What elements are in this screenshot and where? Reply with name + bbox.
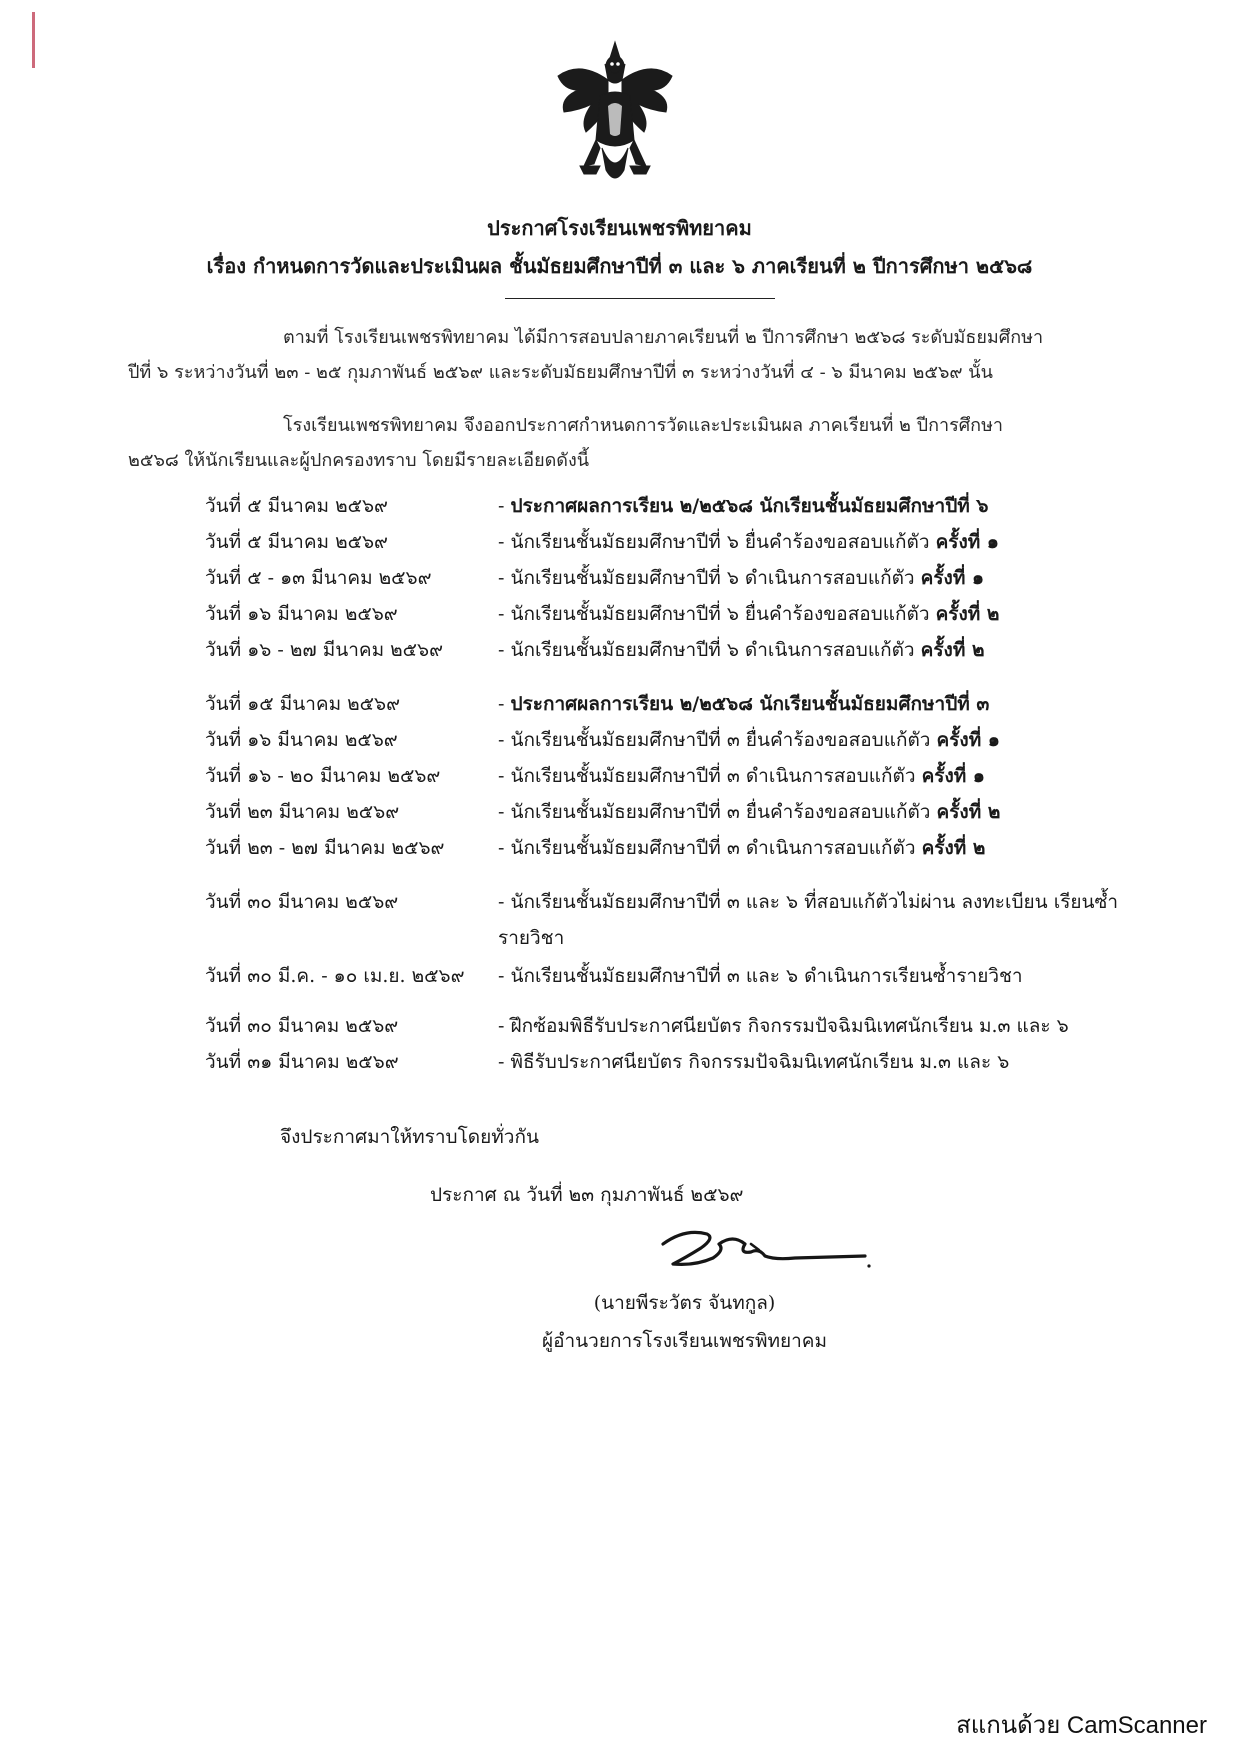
intro-paragraph-1-line: ตามที่ โรงเรียนเพชรพิทยาคม ได้มีการสอบปลายภาคเรียนที่ ๒ ปีการศึกษา ๒๕๖๘ ระดับมัธยมศึกษา — [283, 327, 1044, 348]
schedule-description: - พิธีรับประกาศนียบัตร กิจกรรมปัจฉิมนิเทศนักเรียน ม.๓ และ ๖ — [498, 1051, 1010, 1073]
schedule-date: วันที่ ๓๐ มีนาคม ๒๕๖๙ — [205, 1015, 399, 1037]
schedule-description: - ประกาศผลการเรียน ๒/๒๕๖๘ นักเรียนชั้นมัธยมศึกษาปีที่ ๖ — [498, 495, 989, 517]
schedule-emphasis: ครั้งที่ ๒ — [921, 837, 986, 859]
intro-paragraph-2-line: ๒๕๖๘ ให้นักเรียนและผู้ปกครองทราบ โดยมีรายละเอียดดังนี้ — [128, 450, 590, 471]
schedule-date: วันที่ ๓๑ มีนาคม ๒๕๖๙ — [205, 1051, 399, 1073]
closing-statement: จึงประกาศมาให้ทราบโดยทั่วกัน — [280, 1126, 539, 1148]
announcement-title: ประกาศโรงเรียนเพชรพิทยาคม — [487, 216, 752, 240]
schedule-date: วันที่ ๑๖ มีนาคม ๒๕๖๙ — [205, 603, 398, 625]
announcement-subject: เรื่อง กำหนดการวัดและประเมินผล ชั้นมัธยมศึกษาปีที่ ๓ และ ๖ ภาคเรียนที่ ๒ ปีการศึกษา ๒๕๖๘ — [206, 254, 1033, 278]
camscanner-watermark: สแกนด้วย CamScanner — [956, 1712, 1207, 1739]
schedule-date: วันที่ ๑๖ มีนาคม ๒๕๖๙ — [205, 729, 398, 751]
schedule-date: วันที่ ๑๖ - ๒๗ มีนาคม ๒๕๖๙ — [205, 639, 444, 661]
handwritten-signature — [655, 1222, 875, 1282]
schedule-emphasis: ครั้งที่ ๑ — [935, 531, 999, 553]
schedule-date: วันที่ ๒๓ มีนาคม ๒๕๖๙ — [205, 801, 400, 823]
intro-paragraph-1-line: ปีที่ ๖ ระหว่างวันที่ ๒๓ - ๒๕ กุมภาพันธ์ ๒๕๖๙ และระดับมัธยมศึกษาปีที่ ๓ ระหว่างวันที่ ๔ - ๖ มีนาคม ๒๕๖๙ นั้น — [128, 362, 993, 383]
signer-position: ผู้อำนวยการโรงเรียนเพชรพิทยาคม — [541, 1330, 828, 1352]
schedule-description: - นักเรียนชั้นมัธยมศึกษาปีที่ ๖ ดำเนินการสอบแก้ตัว ครั้งที่ ๑ — [498, 567, 985, 589]
schedule-emphasis: ครั้งที่ ๑ — [921, 765, 985, 787]
schedule-description: - นักเรียนชั้นมัธยมศึกษาปีที่ ๓ และ ๖ ดำเนินการเรียนซ้ำรายวิชา — [498, 965, 1023, 987]
schedule-description: - นักเรียนชั้นมัธยมศึกษาปีที่ ๖ ดำเนินการสอบแก้ตัว ครั้งที่ ๒ — [498, 639, 985, 661]
intro-paragraph-2-line: โรงเรียนเพชรพิทยาคม จึงออกประกาศกำหนดการวัดและประเมินผล ภาคเรียนที่ ๒ ปีการศึกษา — [283, 415, 1004, 436]
issue-date: ประกาศ ณ วันที่ ๒๓ กุมภาพันธ์ ๒๕๖๙ — [430, 1184, 744, 1206]
schedule-date: วันที่ ๑๖ - ๒๐ มีนาคม ๒๕๖๙ — [205, 765, 441, 787]
schedule-date: วันที่ ๑๕ มีนาคม ๒๕๖๙ — [205, 693, 401, 715]
schedule-description: - นักเรียนชั้นมัธยมศึกษาปีที่ ๓ ยื่นคำร้องขอสอบแก้ตัว ครั้งที่ ๑ — [498, 729, 1000, 751]
schedule-emphasis: ประกาศผลการเรียน ๒/๒๕๖๘ นักเรียนชั้นมัธยมศึกษาปีที่ ๖ — [510, 495, 989, 517]
schedule-emphasis: ครั้งที่ ๒ — [935, 603, 1000, 625]
schedule-description: - ฝึกซ้อมพิธีรับประกาศนียบัตร กิจกรรมปัจฉิมนิเทศนักเรียน ม.๓ และ ๖ — [498, 1015, 1069, 1037]
schedule-emphasis: ครั้งที่ ๑ — [936, 729, 1000, 751]
schedule-description: - นักเรียนชั้นมัธยมศึกษาปีที่ ๖ ยื่นคำร้องขอสอบแก้ตัว ครั้งที่ ๒ — [498, 603, 1000, 625]
schedule-date: วันที่ ๓๐ มีนาคม ๒๕๖๙ — [205, 891, 399, 913]
schedule-description: - นักเรียนชั้นมัธยมศึกษาปีที่ ๖ ยื่นคำร้องขอสอบแก้ตัว ครั้งที่ ๑ — [498, 531, 999, 553]
schedule-description: - นักเรียนชั้นมัธยมศึกษาปีที่ ๓ ยื่นคำร้องขอสอบแก้ตัว ครั้งที่ ๒ — [498, 801, 1001, 823]
schedule-description: - นักเรียนชั้นมัธยมศึกษาปีที่ ๓ ดำเนินการสอบแก้ตัว ครั้งที่ ๑ — [498, 765, 985, 787]
signer-name: (นายพีระวัตร จันทกูล) — [593, 1292, 776, 1314]
schedule-date: วันที่ ๒๓ - ๒๗ มีนาคม ๒๕๖๙ — [205, 837, 445, 859]
schedule-emphasis: ครั้งที่ ๒ — [936, 801, 1001, 823]
schedule-date: วันที่ ๕ มีนาคม ๒๕๖๙ — [205, 531, 388, 553]
schedule-description: - ประกาศผลการเรียน ๒/๒๕๖๘ นักเรียนชั้นมัธยมศึกษาปีที่ ๓ — [498, 693, 990, 715]
schedule-description: - นักเรียนชั้นมัธยมศึกษาปีที่ ๓ ดำเนินการสอบแก้ตัว ครั้งที่ ๒ — [498, 837, 986, 859]
schedule-emphasis: ประกาศผลการเรียน ๒/๒๕๖๘ นักเรียนชั้นมัธยมศึกษาปีที่ ๓ — [510, 693, 990, 715]
schedule-date: วันที่ ๕ - ๑๓ มีนาคม ๒๕๖๙ — [205, 567, 432, 589]
schedule-emphasis: ครั้งที่ ๑ — [920, 567, 985, 589]
schedule-date: วันที่ ๓๐ มี.ค. - ๑๐ เม.ย. ๒๕๖๙ — [205, 965, 465, 987]
schedule-description: - นักเรียนชั้นมัธยมศึกษาปีที่ ๓ และ ๖ ที่สอบแก้ตัวไม่ผ่าน ลงทะเบียน เรียนซ้ำรายวิชา — [498, 891, 1119, 949]
schedule-date: วันที่ ๕ มีนาคม ๒๕๖๙ — [205, 495, 388, 517]
schedule-emphasis: ครั้งที่ ๒ — [920, 639, 985, 661]
